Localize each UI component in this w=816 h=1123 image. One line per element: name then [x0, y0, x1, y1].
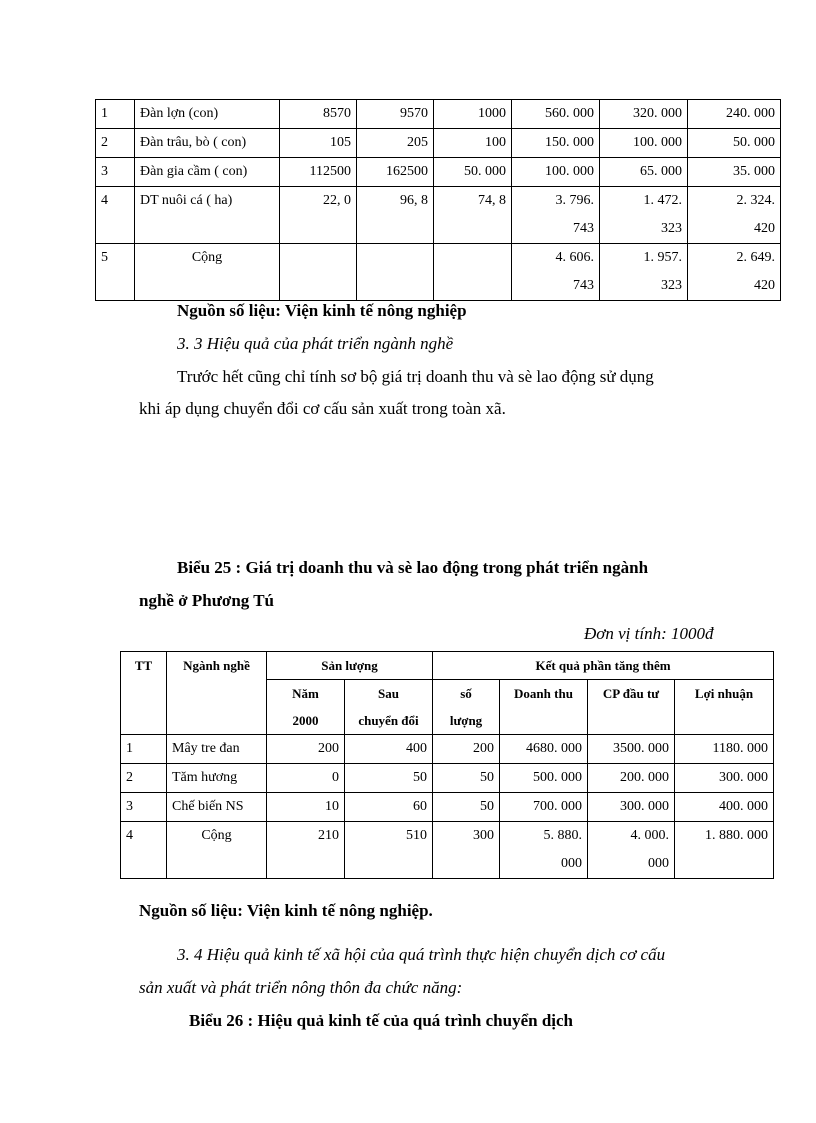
cell-value: 1180. 000: [675, 735, 774, 764]
table-row: [121, 735, 774, 764]
table-row: [96, 129, 781, 158]
row-number: 4: [121, 822, 167, 879]
cell-value: 2. 324. 420: [688, 187, 781, 244]
cell-value: 35. 000: [688, 158, 781, 187]
cell-value: 1. 472. 323: [600, 187, 688, 244]
cell-value: 50: [345, 764, 433, 793]
cell-value: 105: [280, 129, 357, 158]
cell-value: [357, 244, 434, 301]
row-label: Tăm hương: [167, 764, 267, 793]
cell-value: 50. 000: [688, 129, 781, 158]
cell-value: 65. 000: [600, 158, 688, 187]
cell-value: 60: [345, 793, 433, 822]
cell-value: 700. 000: [500, 793, 588, 822]
cell-value: 300. 000: [675, 764, 774, 793]
table-row: [121, 764, 774, 793]
row-number: 5: [96, 244, 135, 301]
bieu-26-title: Biểu 26 : Hiệu quả kinh tế của quá trình chuyển dịch: [189, 1011, 574, 1030]
cell-value: 510: [345, 822, 433, 879]
cell-value: 100. 000: [600, 129, 688, 158]
cell-value: 100. 000: [512, 158, 600, 187]
row-number: 2: [121, 764, 167, 793]
table-row: [96, 158, 781, 187]
cell-value: 50: [433, 793, 500, 822]
cell-value: 200. 000: [588, 764, 675, 793]
cell-value: 1. 957. 323: [600, 244, 688, 301]
cell-value: 205: [357, 129, 434, 158]
cell-value: 2. 649. 420: [688, 244, 781, 301]
row-label: Đàn trâu, bò ( con): [135, 129, 280, 158]
col-header-so-luong: số lượng: [433, 680, 500, 735]
source-note-1: Nguồn số liệu: Viện kinh tế nông nghiệp: [177, 301, 467, 320]
bieu-25-title-line-2: nghề ở Phương Tú: [139, 591, 275, 610]
cell-value: 300: [433, 822, 500, 879]
row-number: 1: [121, 735, 167, 764]
paragraph-line-2: khi áp dụng chuyển đổi cơ cấu sản xuất trong toàn xã.: [139, 399, 506, 418]
craft-revenue-table: [120, 651, 774, 879]
col-header-nam-2000: Năm 2000: [267, 680, 345, 735]
row-number: 3: [96, 158, 135, 187]
paragraph-line-1: Trước hết cũng chỉ tính sơ bộ giá trị doanh thu và sè lao động sử dụng: [177, 367, 654, 386]
col-header-cp-dau-tu: CP đầu tư: [588, 680, 675, 735]
col-header-nganh-nghe: Ngành nghề: [167, 652, 267, 735]
row-label: DT nuôi cá ( ha): [135, 187, 280, 244]
col-header-san-luong: Sản lượng: [267, 652, 433, 680]
row-label: Cộng: [135, 244, 280, 301]
col-header-doanh-thu: Doanh thu: [500, 680, 588, 735]
bieu-25-title-line-1: Biểu 25 : Giá trị doanh thu và sè lao động trong phát triển ngành: [177, 558, 649, 577]
col-header-sau-chuyen-doi: Sau chuyển đổi: [345, 680, 433, 735]
cell-value: 210: [267, 822, 345, 879]
cell-value: 8570: [280, 100, 357, 129]
row-number: 3: [121, 793, 167, 822]
row-number: 4: [96, 187, 135, 244]
cell-value: 320. 000: [600, 100, 688, 129]
cell-value: [434, 244, 512, 301]
cell-value: 560. 000: [512, 100, 600, 129]
source-note-2: Nguồn số liệu: Viện kinh tế nông nghiệp.: [139, 901, 433, 920]
cell-value: 150. 000: [512, 129, 600, 158]
table-row: [96, 100, 781, 129]
cell-value: 1000: [434, 100, 512, 129]
cell-value: 400. 000: [675, 793, 774, 822]
cell-value: 74, 8: [434, 187, 512, 244]
cell-value: 50. 000: [434, 158, 512, 187]
row-label: Mây tre đan: [167, 735, 267, 764]
section-3-4-line-1: 3. 4 Hiệu quả kinh tế xã hội của quá trình thực hiện chuyển dịch cơ cấu: [177, 945, 666, 964]
cell-value: 500. 000: [500, 764, 588, 793]
cell-value: 240. 000: [688, 100, 781, 129]
cell-value: 300. 000: [588, 793, 675, 822]
cell-value: 96, 8: [357, 187, 434, 244]
cell-value: 4. 606. 743: [512, 244, 600, 301]
livestock-table: [95, 99, 781, 301]
cell-value: 4680. 000: [500, 735, 588, 764]
cell-value: 200: [433, 735, 500, 764]
cell-value: 400: [345, 735, 433, 764]
row-label: Đàn gia cầm ( con): [135, 158, 280, 187]
col-header-ket-qua: Kết quả phần tăng thêm: [433, 652, 774, 680]
cell-value: 22, 0: [280, 187, 357, 244]
cell-value: 10: [267, 793, 345, 822]
cell-value: [280, 244, 357, 301]
cell-value: 112500: [280, 158, 357, 187]
row-number: 2: [96, 129, 135, 158]
col-header-tt: TT: [121, 652, 167, 735]
table-row: [121, 793, 774, 822]
cell-value: 0: [267, 764, 345, 793]
table-row: [121, 822, 774, 879]
section-3-4-line-2: sản xuất và phát triển nông thôn đa chức năng:: [139, 978, 463, 997]
cell-value: 1. 880. 000: [675, 822, 774, 879]
row-number: 1: [96, 100, 135, 129]
row-label: Đàn lợn (con): [135, 100, 280, 129]
unit-label: Đơn vị tính: 1000đ: [584, 624, 714, 643]
table-row: [96, 244, 781, 301]
cell-value: 162500: [357, 158, 434, 187]
col-header-loi-nhuan: Lợi nhuận: [675, 680, 774, 735]
section-3-3-heading: 3. 3 Hiệu quả của phát triển ngành nghề: [177, 334, 454, 353]
row-label: Chế biến NS: [167, 793, 267, 822]
cell-value: 3. 796. 743: [512, 187, 600, 244]
cell-value: 4. 000. 000: [588, 822, 675, 879]
table-row: [96, 187, 781, 244]
row-label: Cộng: [167, 822, 267, 879]
cell-value: 3500. 000: [588, 735, 675, 764]
cell-value: 200: [267, 735, 345, 764]
cell-value: 9570: [357, 100, 434, 129]
cell-value: 5. 880. 000: [500, 822, 588, 879]
cell-value: 100: [434, 129, 512, 158]
cell-value: 50: [433, 764, 500, 793]
